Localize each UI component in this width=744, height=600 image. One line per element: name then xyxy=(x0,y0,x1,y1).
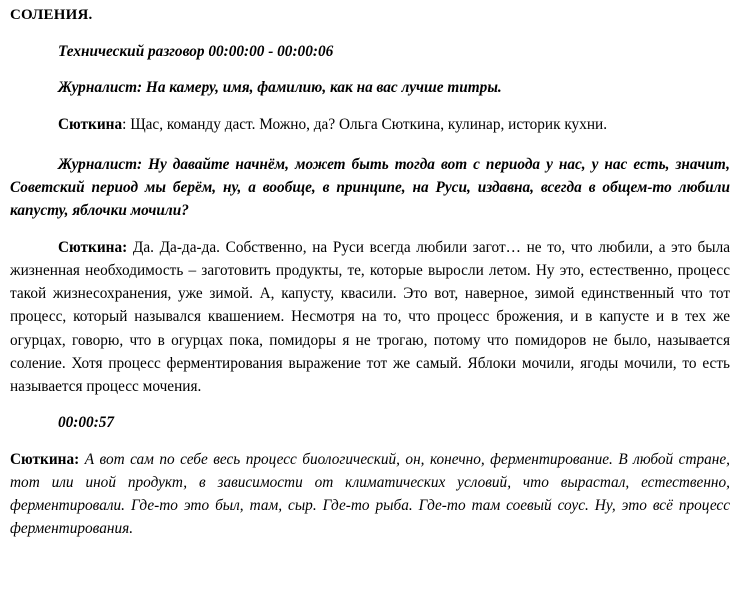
answer-block-1 xyxy=(10,113,730,136)
question-block-2 xyxy=(10,153,730,223)
speaker-label-journalist-2: Журналист: xyxy=(58,155,143,173)
question-text-2: Ну давайте начнём, может быть тогда вот с периода у нас, у нас есть, значит, Советский период мы берём, ну, а вообще, в принципе, на Руси, издавна, всегда в общем-то любили капусту, яблочки мочили? xyxy=(10,155,730,220)
speaker-label-syutkina-1: Сюткина xyxy=(58,115,123,133)
answer-block-2 xyxy=(10,236,730,399)
page-title: СОЛЕНИЯ. xyxy=(10,7,93,23)
timecode-marker: 00:00:57 xyxy=(58,414,115,432)
technical-talk-timecode: Технический разговор 00:00:00 - 00:00:06 xyxy=(58,43,334,60)
answer-text-2: Да. Да-да-да. Собственно, на Руси всегда любили загот… не то, что любили, а это была жизненная необходимость – заготовить продукты, те, которые выросли летом. Ну это, естественно, процесс такой жизнесохранения, уже зимой. А, капусту, квасили. Это вот, наверное, зимой единственный что тот процесс, который назывался квашением. Несмотря на то, что процесс брожения, и в капусте и в тех же огурцах, говорю, что в огурцах пока, помидоры я не трогаю, потому что помидоров не было, называется соление. Хотя процесс ферментирования выражение тот же самый. Яблоки мочили, ягоды мочили, то есть называется процесс мочения. xyxy=(10,238,730,395)
speaker-label-syutkina-2: Сюткина: xyxy=(58,238,128,256)
speaker-label-journalist-1: Журналист: xyxy=(58,79,143,97)
question-block-1 xyxy=(10,76,730,99)
answer-text-3: А вот сам по себе весь процесс биологический, он, конечно, ферментирование. В любой стране, тот или иной продукт, в зависимости от климатических условий, что вырастал, естественно, ферментировали. Где-то это был, там, сыр. Где-то рыба. Где-то там соевый соус. Ну, это всё процесс ферментирования. xyxy=(10,450,730,538)
question-text-1: На камеру, имя, фамилию, как на вас лучше титры. xyxy=(142,79,502,97)
speaker-label-syutkina-3: Сюткина: xyxy=(10,450,80,468)
answer-text-1: : Щас, команду даст. Можно, да? Ольга Сюткина, кулинар, историк кухни. xyxy=(122,115,608,133)
answer-block-3 xyxy=(10,448,730,541)
